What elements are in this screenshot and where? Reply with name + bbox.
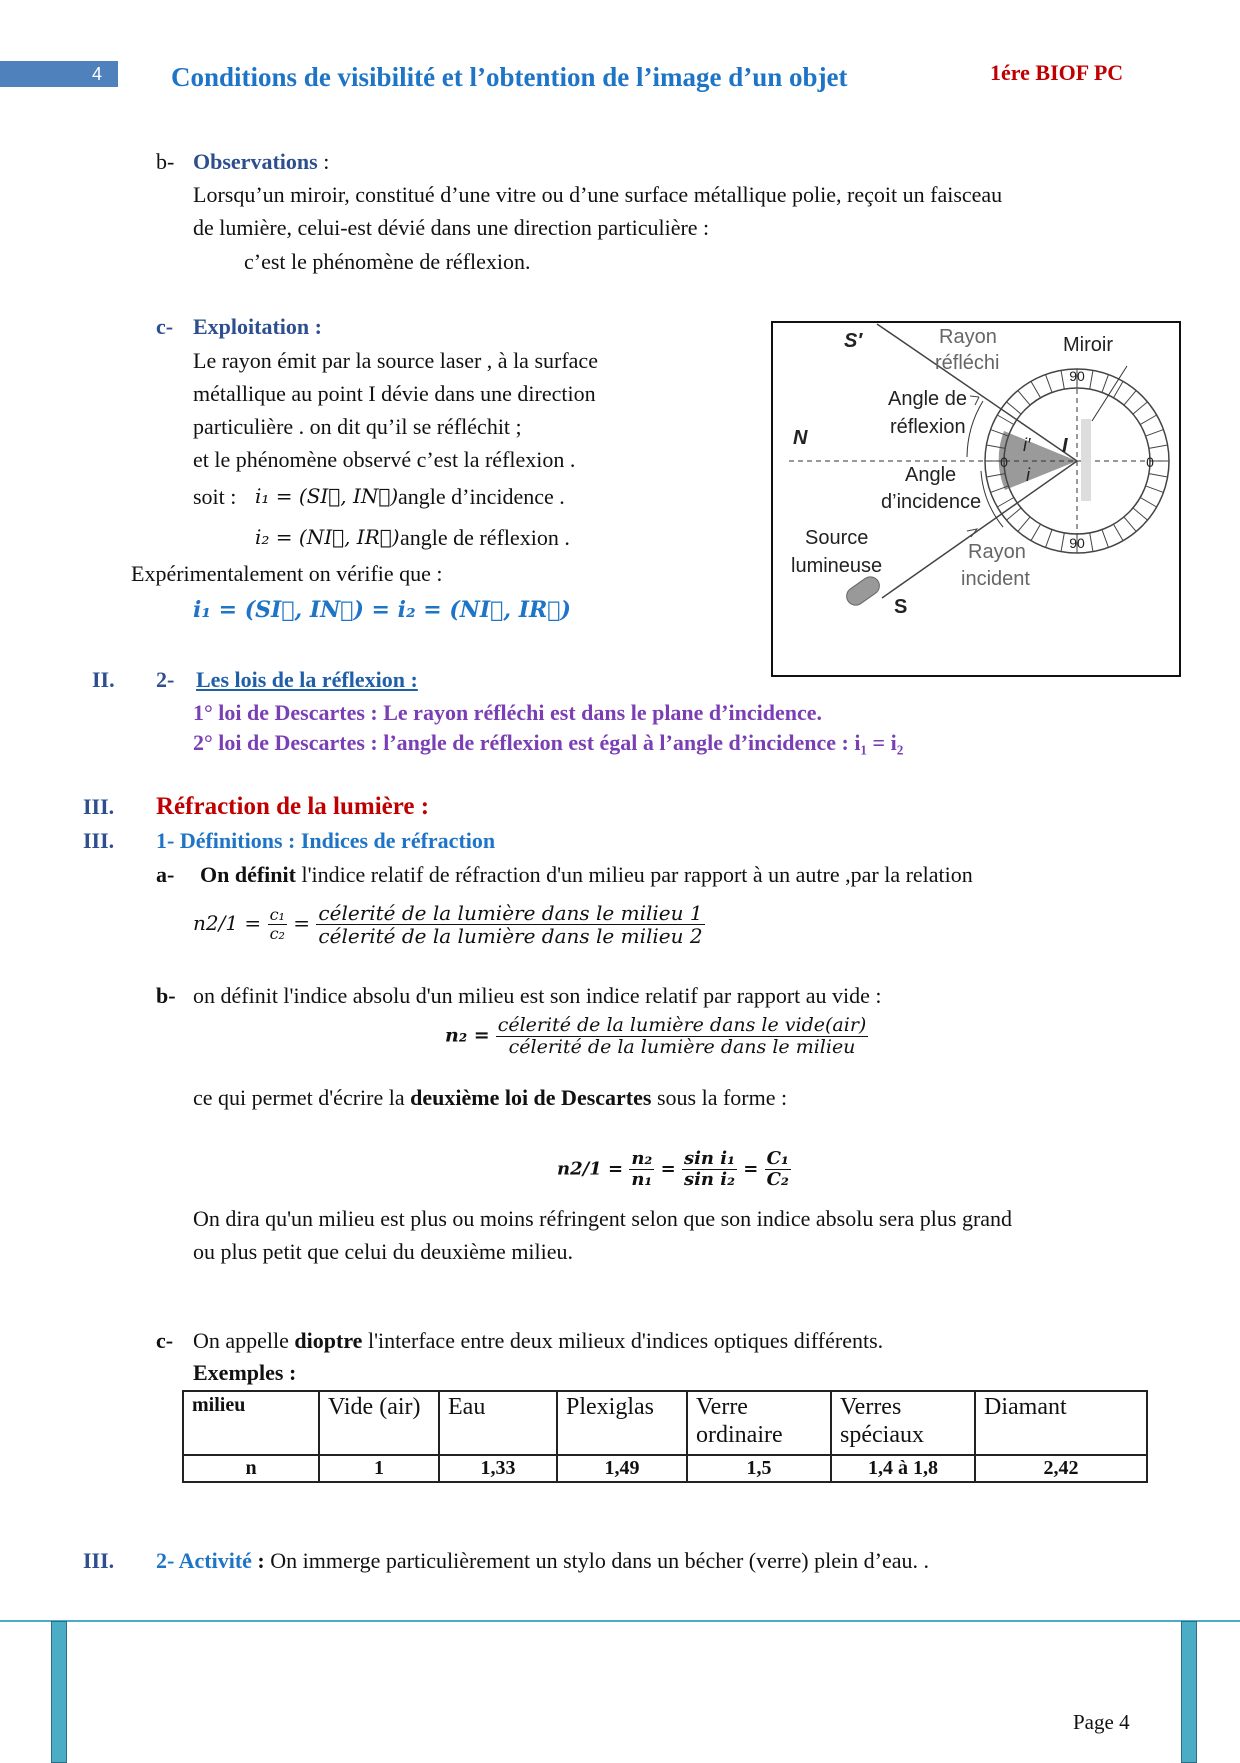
footer-bar-left [51,1621,67,1763]
i1-label: angle d’incidence . [398,484,565,509]
label-zero-right: 0 [1146,454,1154,470]
obs-marker: b- [156,149,175,174]
dira-line2: ou plus petit que celui du deuxième milieu. [193,1239,574,1264]
permet-c: sous la forme : [651,1085,788,1110]
footer-page: Page 4 [1073,1710,1130,1734]
f3-lhs: n2/1 [557,1158,602,1180]
activity-line [156,1550,929,1572]
table-cell: 1,33 [439,1455,557,1482]
table-cell: Diamant [975,1391,1147,1455]
activity-roman: III. [83,1548,115,1573]
laws-roman: II. [92,667,115,692]
b-marker: b- [156,983,176,1008]
label-rayon-reflechi-1: Rayon [939,326,997,348]
c-a: On appelle [193,1328,295,1353]
c-b: dioptre [294,1328,363,1353]
label-s-prime: S′ [844,330,863,352]
obs-line3: c’est le phénomène de réflexion. [244,249,531,274]
f3-sin1: sin i₁ [683,1148,735,1169]
page-title: Conditions de visibilité et l’obtention de l’image d’un objet [171,62,848,92]
i1-formula: i₁ = (SI⃗, IN⃗) [255,484,399,508]
exp-line1: Le rayon émit par la source laser , à la surface [193,348,598,373]
header-page-number: 4 [92,64,103,84]
formula-2 [445,1016,868,1057]
exp-marker: c- [156,314,174,339]
f1-lhs: n2/1 [193,911,239,935]
obs-line1: Lorsqu’un miroir, constitué d’une vitre ou d’une surface métallique polie, reçoit un faisceau [193,182,1003,207]
examples-label: Exemples : [193,1360,297,1385]
activity-colon: : [251,1548,271,1573]
law-2: 2° loi de Descartes : l’angle de réflexion est égal à l’angle d’incidence : i₁ = i₂ [193,730,904,755]
f3-n2: n₂ [631,1148,653,1169]
exp-verify: Expérimentalement on vérifie que : [131,561,443,586]
exp-line2: métallique au point I dévie dans une direction [193,381,596,406]
table-cell: 1,49 [557,1455,687,1482]
mirror [1081,419,1091,501]
activity-text: On immerge particulièrement un stylo dans un bécher (verre) plein d’eau. . [270,1548,929,1573]
label-ninety-top: 90 [1069,368,1085,384]
f3-c1: C₁ [766,1148,789,1169]
label-i: i [1026,465,1030,485]
table-cell: milieu [183,1391,319,1455]
activity-title: 2- Activité [156,1548,252,1573]
table-cell: 1 [319,1455,439,1482]
table-cell: Verres spéciaux [831,1391,975,1455]
label-miroir: Miroir [1063,334,1113,356]
obs-line2: de lumière, celui-est dévié dans une direction particulière : [193,215,710,240]
label-rayon-incident-1: Rayon [968,541,1026,563]
label-s: S [894,596,908,618]
refr-roman2: III. [83,828,115,853]
law-1: 1° loi de Descartes : Le rayon réfléchi est dans le plane d’incidence. [193,700,822,725]
permet-text [193,1087,787,1109]
formula-1: n2/1 = $\frac{\text{c₁}}{\text{c₂}}$ = $\frac{\text{célerité de la lumière dans le milieu 1}}{\text{célerité de la lumière dans le milieu 2}}$ [193,901,703,948]
label-i-prime: i′ [1023,435,1031,455]
a-bold: On définit [200,862,296,887]
obs-heading [193,151,329,173]
label-zero-left: 0 [1000,454,1008,470]
c-text [193,1330,883,1352]
footer-bar-right [1181,1621,1197,1763]
c-c: l'interface entre deux milieux d'indices optiques différents. [362,1328,884,1353]
label-rayon-incident-2: incident [961,568,1030,590]
f1-num: célerité de la lumière dans le milieu 1 [318,901,703,925]
f3-sin2: sin i₂ [683,1169,735,1190]
a-text [200,864,973,886]
table-cell: n [183,1455,319,1482]
label-angle-incidence-1: Angle [905,464,957,486]
f1-c2: c₂ [269,924,285,943]
footer-divider [0,1620,1240,1622]
equality-result: i₁ = (SI⃗, IN⃗) = i₂ = (NI⃗, IR⃗) [193,597,571,623]
i2-formula: i₂ = (NI⃗, IR⃗) [255,525,400,549]
class-label: 1ére BIOF PC [990,60,1124,85]
table-cell: Plexiglas [557,1391,687,1455]
laws-title: Les lois de la réflexion : [196,667,418,692]
f1-c1: c₁ [269,905,285,924]
label-rayon-reflechi-2: réfléchi [935,352,1000,374]
f3-c2: C₂ [766,1169,789,1190]
label-angle-incidence-2: d’incidence [881,491,982,513]
exp-line4: et le phénomène observé c’est la réflexion . [193,447,576,472]
refr-roman: III. [83,794,115,819]
label-source-1: Source [805,527,869,549]
c-marker: c- [156,1328,174,1353]
b-text: on définit l'indice absolu d'un milieu est son indice relatif par rapport au vide : [193,983,882,1008]
table-header-row [183,1391,1147,1455]
i2-label: angle de réflexion . [400,525,570,550]
f2-num: célerité de la lumière dans le vide(air) [497,1014,867,1036]
permet-b: deuxième loi de Descartes [410,1085,652,1110]
laws-num: 2- [156,667,175,692]
table-cell: Vide (air) [319,1391,439,1455]
refr-title: Réfraction de la lumière : [156,793,430,820]
a-rest: l'indice relatif de réfraction d'un milieu par rapport à un autre ,par la relation [295,862,973,887]
f2-lhs: n₂ = [445,1024,490,1047]
obs-colon: : [317,149,330,174]
label-n: N [793,427,808,449]
indices-table [182,1390,1148,1483]
label-source-2: lumineuse [791,555,883,577]
f3-n1: n₁ [631,1169,653,1190]
dira-line1: On dira qu'un milieu est plus ou moins réfringent selon que son indice absolu sera plus grand [193,1206,1013,1231]
table-cell: 2,42 [975,1455,1147,1482]
label-ninety-bottom: 90 [1069,535,1085,551]
table-cell: Verre ordinaire [687,1391,831,1455]
table-cell: 1,4 à 1,8 [831,1455,975,1482]
label-angle-reflexion-2: réflexion [890,416,966,438]
label-angle-reflexion-1: Angle de [888,388,967,410]
permet-a: ce qui permet d'écrire la [193,1085,411,1110]
table-cell: Eau [439,1391,557,1455]
label-point-i: I [1062,435,1068,457]
table-row [183,1455,1147,1482]
reflection-diagram [771,321,1181,677]
refr-subtitle: 1- Définitions : Indices de réfraction [156,828,496,853]
exp-title: Exploitation : [193,314,322,339]
obs-title: Observations [193,149,318,174]
exp-soit: soit : [193,484,237,509]
a-marker: a- [156,862,175,887]
f1-den: célerité de la lumière dans le milieu 2 [318,924,703,948]
formula-3: n2/1 = $\frac{\text{n₂}}{\text{n₁}}$ = $\frac{\text{sin i₁}}{\text{sin i₂}}$ = $\frac{\text{C₁}}{\text{C₂}}$ [557,1148,789,1190]
exp-line3: particulière . on dit qu’il se réfléchit ; [193,414,522,439]
f2-den: célerité de la lumière dans le milieu [508,1036,856,1058]
table-cell: 1,5 [687,1455,831,1482]
